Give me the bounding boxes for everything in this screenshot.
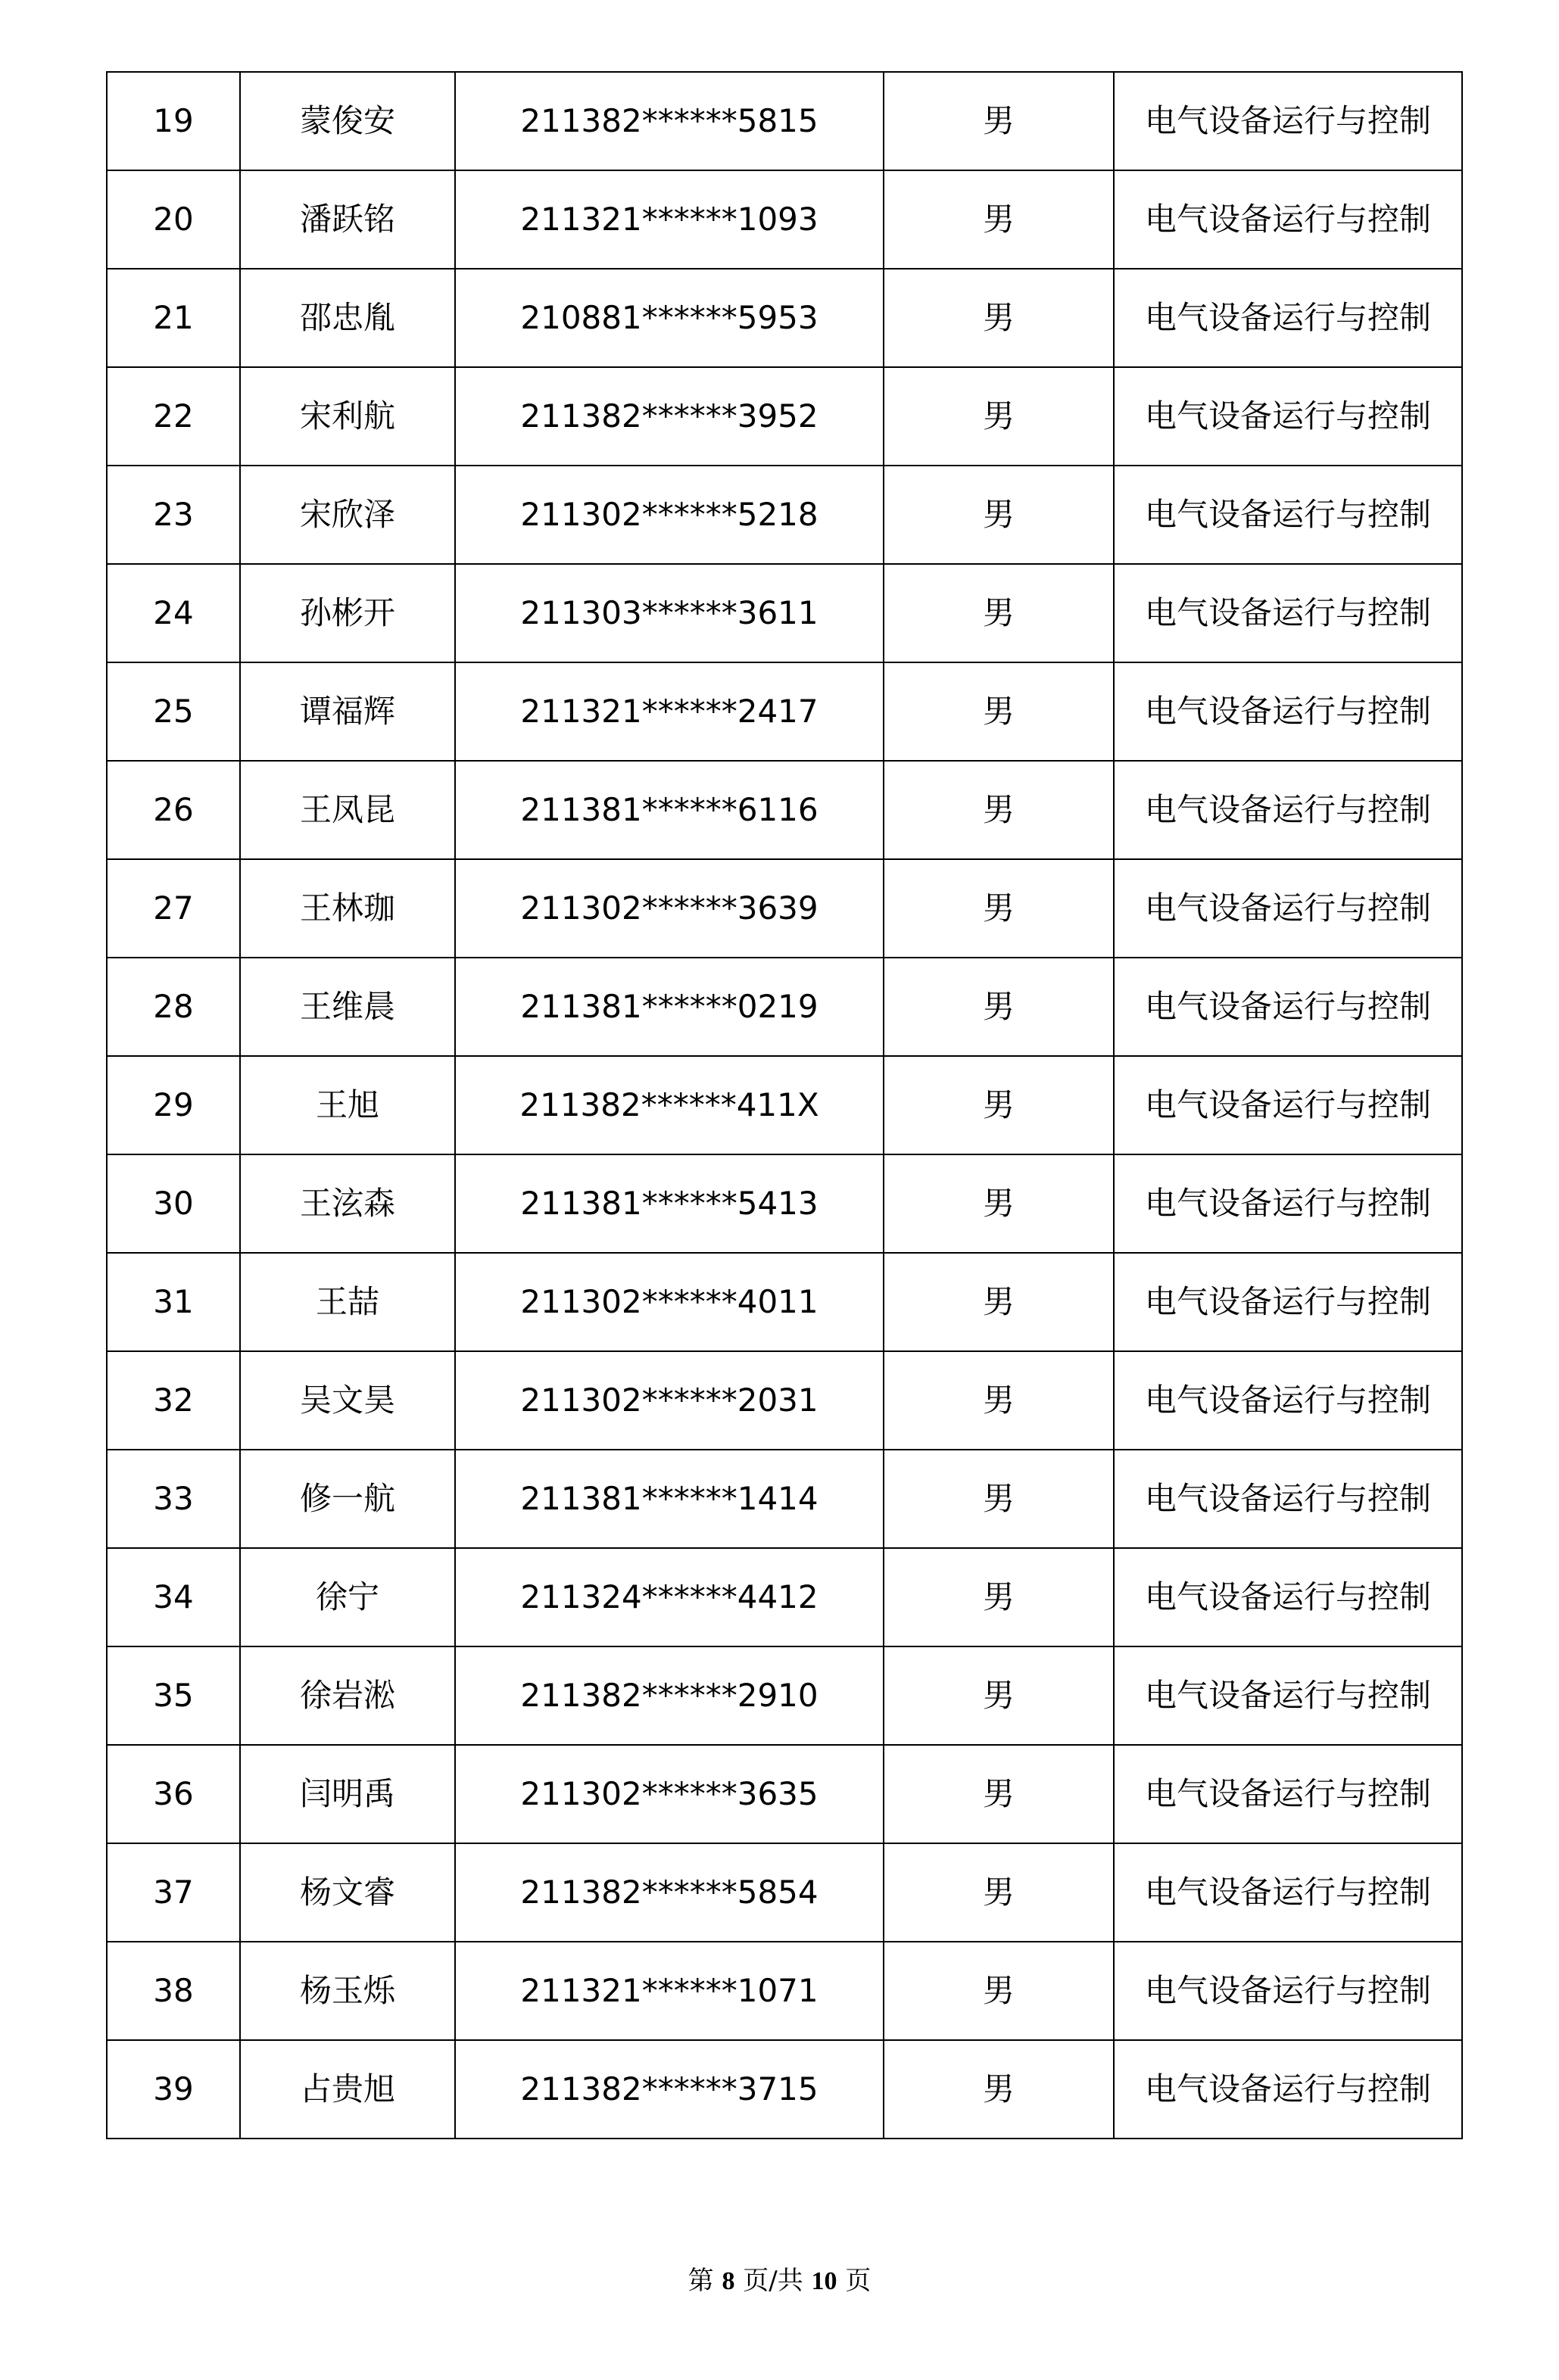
gender: 男 xyxy=(884,466,1114,564)
table-row xyxy=(107,1646,1462,1745)
major: 电气设备运行与控制 xyxy=(1114,1154,1462,1253)
major: 电气设备运行与控制 xyxy=(1114,466,1462,564)
row-number: 35 xyxy=(107,1646,240,1745)
student-name: 潘跃铭 xyxy=(240,170,455,269)
id-number: 211382******5815 xyxy=(455,72,884,170)
major: 电气设备运行与控制 xyxy=(1114,1253,1462,1351)
row-number: 30 xyxy=(107,1154,240,1253)
gender: 男 xyxy=(884,72,1114,170)
id-number: 211382******5854 xyxy=(455,1843,884,1942)
row-number: 24 xyxy=(107,564,240,662)
student-name: 谭福辉 xyxy=(240,662,455,761)
row-number: 38 xyxy=(107,1942,240,2040)
major: 电气设备运行与控制 xyxy=(1114,170,1462,269)
gender: 男 xyxy=(884,2040,1114,2139)
gender: 男 xyxy=(884,564,1114,662)
student-name: 王维晨 xyxy=(240,958,455,1056)
student-name: 蒙俊安 xyxy=(240,72,455,170)
table-row xyxy=(107,1253,1462,1351)
gender: 男 xyxy=(884,1646,1114,1745)
id-number: 211381******5413 xyxy=(455,1154,884,1253)
table-row xyxy=(107,1450,1462,1548)
table-row xyxy=(107,1351,1462,1450)
row-number: 19 xyxy=(107,72,240,170)
row-number: 20 xyxy=(107,170,240,269)
id-number: 211324******4412 xyxy=(455,1548,884,1646)
table-row xyxy=(107,761,1462,859)
roster-table-container xyxy=(106,71,1461,2139)
table-row xyxy=(107,367,1462,466)
student-name: 徐岩淞 xyxy=(240,1646,455,1745)
student-name: 杨玉烁 xyxy=(240,1942,455,2040)
student-name: 王凤昆 xyxy=(240,761,455,859)
student-name: 修一航 xyxy=(240,1450,455,1548)
table-row xyxy=(107,958,1462,1056)
id-number: 211382******3715 xyxy=(455,2040,884,2139)
gender: 男 xyxy=(884,958,1114,1056)
roster-table-body xyxy=(107,72,1462,2139)
gender: 男 xyxy=(884,1056,1114,1154)
major: 电气设备运行与控制 xyxy=(1114,2040,1462,2139)
table-row xyxy=(107,859,1462,958)
id-number: 211381******0219 xyxy=(455,958,884,1056)
id-number: 211321******2417 xyxy=(455,662,884,761)
student-name: 杨文睿 xyxy=(240,1843,455,1942)
row-number: 26 xyxy=(107,761,240,859)
gender: 男 xyxy=(884,1154,1114,1253)
id-number: 211382******3952 xyxy=(455,367,884,466)
gender: 男 xyxy=(884,1450,1114,1548)
footer-suffix: 页 xyxy=(845,2266,871,2296)
row-number: 37 xyxy=(107,1843,240,1942)
id-number: 211381******1414 xyxy=(455,1450,884,1548)
table-row xyxy=(107,269,1462,367)
gender: 男 xyxy=(884,859,1114,958)
major: 电气设备运行与控制 xyxy=(1114,958,1462,1056)
row-number: 31 xyxy=(107,1253,240,1351)
id-number: 211382******2910 xyxy=(455,1646,884,1745)
student-name: 王泫森 xyxy=(240,1154,455,1253)
row-number: 32 xyxy=(107,1351,240,1450)
student-name: 王林珈 xyxy=(240,859,455,958)
current-page-number: 8 xyxy=(722,2267,735,2295)
footer-prefix: 第 xyxy=(688,2266,714,2296)
row-number: 39 xyxy=(107,2040,240,2139)
row-number: 36 xyxy=(107,1745,240,1843)
gender: 男 xyxy=(884,1253,1114,1351)
id-number: 211321******1093 xyxy=(455,170,884,269)
table-row xyxy=(107,1056,1462,1154)
table-row xyxy=(107,2040,1462,2139)
major: 电气设备运行与控制 xyxy=(1114,1646,1462,1745)
student-name: 王旭 xyxy=(240,1056,455,1154)
major: 电气设备运行与控制 xyxy=(1114,1056,1462,1154)
table-row xyxy=(107,170,1462,269)
row-number: 34 xyxy=(107,1548,240,1646)
id-number: 211302******2031 xyxy=(455,1351,884,1450)
table-row xyxy=(107,662,1462,761)
student-name: 闫明禹 xyxy=(240,1745,455,1843)
gender: 男 xyxy=(884,269,1114,367)
table-row xyxy=(107,1154,1462,1253)
roster-table xyxy=(106,71,1463,2139)
gender: 男 xyxy=(884,367,1114,466)
major: 电气设备运行与控制 xyxy=(1114,859,1462,958)
student-name: 王喆 xyxy=(240,1253,455,1351)
major: 电气设备运行与控制 xyxy=(1114,564,1462,662)
table-row xyxy=(107,564,1462,662)
footer-middle: 页/共 xyxy=(743,2266,803,2296)
gender: 男 xyxy=(884,761,1114,859)
id-number: 211302******4011 xyxy=(455,1253,884,1351)
gender: 男 xyxy=(884,662,1114,761)
gender: 男 xyxy=(884,1942,1114,2040)
id-number: 210881******5953 xyxy=(455,269,884,367)
id-number: 211303******3611 xyxy=(455,564,884,662)
table-row xyxy=(107,1548,1462,1646)
student-name: 宋欣泽 xyxy=(240,466,455,564)
student-name: 邵忠胤 xyxy=(240,269,455,367)
gender: 男 xyxy=(884,1745,1114,1843)
major: 电气设备运行与控制 xyxy=(1114,1942,1462,2040)
gender: 男 xyxy=(884,170,1114,269)
total-pages-number: 10 xyxy=(811,2267,837,2295)
gender: 男 xyxy=(884,1843,1114,1942)
student-name: 孙彬开 xyxy=(240,564,455,662)
table-row xyxy=(107,1843,1462,1942)
page-footer xyxy=(0,2268,1559,2294)
major: 电气设备运行与控制 xyxy=(1114,761,1462,859)
major: 电气设备运行与控制 xyxy=(1114,367,1462,466)
row-number: 33 xyxy=(107,1450,240,1548)
gender: 男 xyxy=(884,1548,1114,1646)
row-number: 23 xyxy=(107,466,240,564)
major: 电气设备运行与控制 xyxy=(1114,1745,1462,1843)
row-number: 21 xyxy=(107,269,240,367)
major: 电气设备运行与控制 xyxy=(1114,1351,1462,1450)
id-number: 211382******411X xyxy=(455,1056,884,1154)
row-number: 29 xyxy=(107,1056,240,1154)
major: 电气设备运行与控制 xyxy=(1114,269,1462,367)
table-row xyxy=(107,1745,1462,1843)
id-number: 211321******1071 xyxy=(455,1942,884,2040)
row-number: 28 xyxy=(107,958,240,1056)
student-name: 吴文昊 xyxy=(240,1351,455,1450)
table-row xyxy=(107,1942,1462,2040)
id-number: 211302******5218 xyxy=(455,466,884,564)
row-number: 22 xyxy=(107,367,240,466)
student-name: 占贵旭 xyxy=(240,2040,455,2139)
gender: 男 xyxy=(884,1351,1114,1450)
table-row xyxy=(107,72,1462,170)
id-number: 211302******3635 xyxy=(455,1745,884,1843)
major: 电气设备运行与控制 xyxy=(1114,662,1462,761)
id-number: 211381******6116 xyxy=(455,761,884,859)
major: 电气设备运行与控制 xyxy=(1114,1548,1462,1646)
row-number: 27 xyxy=(107,859,240,958)
major: 电气设备运行与控制 xyxy=(1114,72,1462,170)
row-number: 25 xyxy=(107,662,240,761)
student-name: 宋利航 xyxy=(240,367,455,466)
major: 电气设备运行与控制 xyxy=(1114,1843,1462,1942)
student-name: 徐宁 xyxy=(240,1548,455,1646)
id-number: 211302******3639 xyxy=(455,859,884,958)
table-row xyxy=(107,466,1462,564)
major: 电气设备运行与控制 xyxy=(1114,1450,1462,1548)
